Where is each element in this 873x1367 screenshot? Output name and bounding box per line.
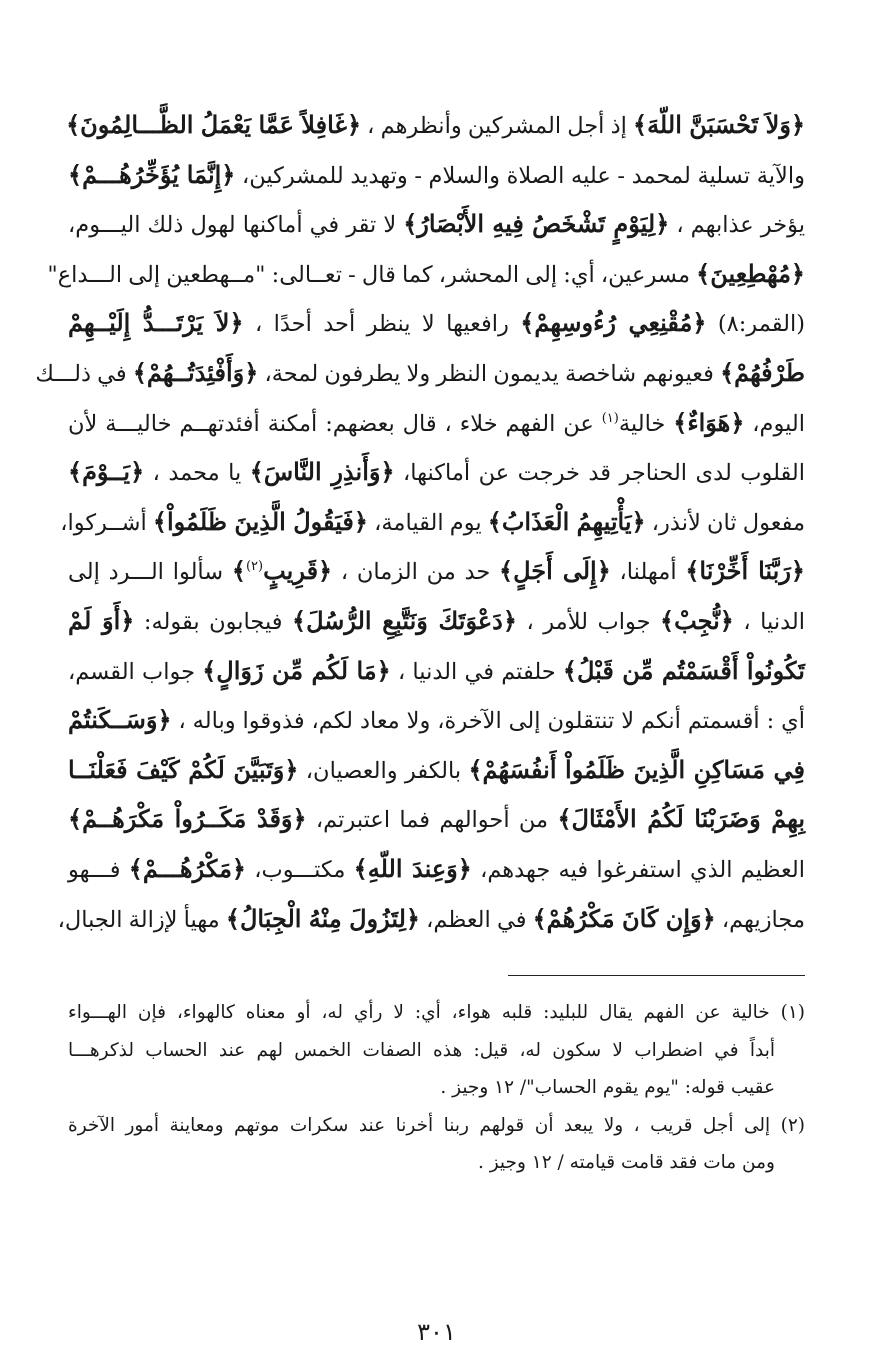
quran-quote: تَكُونُواْ أَقْسَمْتُم مِّن قَبْلُ﴾ (562, 655, 805, 685)
quran-quote: ﴿إِنَّمَا يُؤَخِّرُهُـــمْ﴾ (68, 159, 236, 189)
quran-quote: ﴿رَبَّنَا أَخِّرْنَا﴾ (685, 556, 805, 586)
commentary-text: مفعول ثان لأنذر، (645, 509, 805, 536)
text-line (68, 646, 805, 696)
text-line (35, 348, 805, 398)
commentary-text: مهيأ لإزالة الجبال، (57, 906, 226, 933)
footnote-marker: (٢) (245, 559, 264, 575)
quran-quote: ﴿وَأَنذِرِ النَّاسَ﴾ (249, 457, 395, 487)
commentary-text: عن الفهم خلاء ، قال بعضهم: أمكنة أفئدتهــم خاليـــة لأن (68, 410, 602, 437)
commentary-text: فيجابون بقوله: (134, 608, 293, 635)
quran-quote: ﴿مُهْطِعِينَ﴾ (696, 258, 805, 288)
commentary-text: مجازيهم، (715, 906, 805, 933)
commentary-text: الدنيا ، (733, 608, 806, 635)
quran-quote: ﴿مَا لَكُم مِّن زَوَالٍ﴾ (202, 655, 391, 685)
footnote-line: عقيب قوله: "يوم يقوم الحساب"/ ١٢ وجيز . (440, 1077, 775, 1099)
commentary-text: رافعيها لا ينظر أحد أحدًا ، (243, 311, 521, 338)
commentary-text: اليوم، (744, 410, 806, 437)
commentary-text: لا تقر في أماكنها لهول ذلك اليـــوم، (68, 212, 404, 239)
text-line (60, 497, 805, 547)
text-line (68, 546, 805, 596)
footnote-marker: (١) (601, 410, 619, 426)
commentary-text: في العظم، (419, 906, 533, 933)
commentary-text: العظيم الذي استفرغوا فيه جهدهم، (471, 856, 805, 883)
quran-quote: فِي مَسَاكِنِ الَّذِينَ ظَلَمُواْ أَنفُسَهُمْ﴾ (468, 754, 805, 784)
commentary-text: (القمر:٨) (706, 311, 805, 338)
quran-quote: ﴿وَإِن كَانَ مَكْرُهُمْ﴾ (532, 903, 716, 933)
commentary-text: يوم القيامة، (367, 509, 488, 536)
page-number: ٣٠١ (417, 1318, 456, 1346)
quran-quote: ﴿لاَ يَرْتَـــدُّ إِلَيْــهِمْ (68, 308, 244, 338)
quran-quote: طَرْفُهُمْ﴾ (720, 357, 805, 387)
quran-quote: ﴿فَيَقُولُ الَّذِينَ ظَلَمُواْ﴾ (152, 506, 368, 536)
text-line (68, 745, 805, 795)
commentary-text: في ذلـــك (35, 360, 133, 387)
commentary-text: من أحوالهم فما اعتبرتم، (306, 807, 558, 834)
quran-quote: ﴿وَأَفْئِدَتُــهُمْ﴾ (132, 357, 259, 387)
commentary-text: جواب للأمر ، (516, 608, 660, 635)
footnote-line: (٢) إلى أجل قريب ، ولا يبعد أن قولهم ربنا أخرنا عند سكرات موتهم ومعاينة أمور الآخرة (68, 1114, 805, 1136)
quran-quote: ﴿يَأْتِيهِمُ الْعَذَابُ﴾ (487, 506, 646, 536)
quran-quote: ﴿وَقَدْ مَكَــرُواْ مَكْرَهُــمْ﴾ (68, 804, 307, 834)
quran-quote: ﴿هَوَاءٌ﴾ (673, 407, 745, 437)
commentary-text: يا محمد ، (144, 460, 250, 487)
commentary-text: القلوب لدى الحناجر قد خرجت عن أماكنها، (394, 460, 806, 487)
footnote-line: (١) خالية عن الفهم يقال للبليد: قلبه هواء، أي: لا رأي له، أو معناه كالهواء، فإن الهـــواء (68, 1002, 805, 1024)
text-line (68, 398, 805, 448)
footnote-line: أبداً في اضطراب لا سكون له، قيل: هذه الصفات الخمس لهم عند الحساب لذكرهـــا (68, 1039, 775, 1061)
text-line (68, 100, 805, 150)
commentary-text: مكتـــوب، (246, 856, 354, 883)
main-text (35, 100, 806, 943)
commentary-text: جواب القسم، (68, 658, 203, 685)
commentary-text: إذ أجل المشركين وأنظرهم ، (361, 113, 633, 139)
quran-quote: ﴾ (231, 556, 246, 586)
text-line (47, 249, 805, 299)
commentary-text: أمهلنا، (610, 559, 686, 586)
commentary-text: حد من الزمان ، (332, 559, 500, 586)
quran-quote: ﴿لِيَوْمٍ تَشْخَصُ فِيهِ الأَبْصَارُ﴾ (403, 209, 670, 239)
commentary-text: يؤخر عذابهم ، (669, 212, 806, 239)
commentary-text: حلفتم في الدنيا ، (390, 658, 563, 685)
text-line (57, 894, 805, 944)
quran-quote: ﴿وَسَــكَنتُمْ (68, 705, 172, 735)
text-line (68, 150, 805, 200)
text-line (68, 794, 805, 844)
quran-quote: ﴿يَــوْمَ﴾ (68, 457, 145, 487)
commentary-text: والآية تسلية لمحمد - عليه الصلاة والسلام - وتهديد للمشركين، (235, 162, 805, 189)
commentary-text: أشــركوا، (60, 509, 153, 536)
commentary-text: فعيونهم شاخصة يديمون النظر ولا يطرفون لمحة، (258, 360, 721, 387)
footnotes (68, 994, 805, 1182)
quran-quote: ﴿لِتَزُولَ مِنْهُ الْجِبَالُ﴾ (225, 903, 420, 933)
commentary-text: فـــهو (68, 856, 129, 883)
quran-quote: ﴿دَعْوَتَكَ وَنَتَّبِعِ الرُّسُلَ﴾ (292, 605, 517, 635)
text-line (68, 298, 805, 348)
quran-quote: ﴿نُّجِبْ﴾ (660, 605, 734, 635)
quran-quote: ﴿قَرِيبٍ (263, 556, 333, 586)
quran-quote: ﴿مَكْرُهُـــمْ﴾ (128, 853, 246, 883)
quran-quote: ﴿إِلَى أَجَلٍ﴾ (499, 556, 611, 586)
quran-quote: ﴿غَافِلاً عَمَّا يَعْمَلُ الظَّـــالِمُونَ﴾ (66, 110, 362, 139)
commentary-text: سألوا الـــرد إلى (68, 559, 232, 586)
quran-quote: ﴿وَعِندَ اللّهِ﴾ (353, 853, 472, 883)
quran-quote: ﴿وَلاَ تَحْسَبَنَّ اللّهَ﴾ (633, 110, 805, 139)
text-line (68, 199, 805, 249)
commentary-text: بالكفر والعصيان، (298, 757, 469, 784)
footnote-line: ومن مات فقد قامت قيامته / ١٢ وجيز . (477, 1152, 775, 1174)
text-line (68, 596, 805, 646)
footnote-separator (508, 975, 805, 976)
commentary-text: أي : أقسمتم أنكم لا تنتقلون إلى الآخرة، ولا معاد لكم، فذوقوا وباله ، (171, 708, 805, 735)
quran-quote: ﴿أَوَ لَمْ (68, 605, 135, 635)
text-line (68, 447, 805, 497)
text-line (68, 695, 805, 745)
commentary-text: خالية (618, 410, 674, 437)
quran-quote: ﴿مُقْنِعِي رُءُوسِهِمْ﴾ (520, 308, 707, 338)
commentary-text: مسرعين، أي: إلى المحشر، كما قال - تعــالى: "مــهطعين إلى الـــداع" (47, 261, 697, 288)
quran-quote: بِهِمْ وَضَرَبْنَا لَكُمُ الأَمْثَالَ﴾ (557, 804, 806, 834)
quran-quote: ﴿وَتَبَيَّنَ لَكُمْ كَيْفَ فَعَلْنَــا (68, 754, 299, 784)
text-line (68, 844, 805, 894)
